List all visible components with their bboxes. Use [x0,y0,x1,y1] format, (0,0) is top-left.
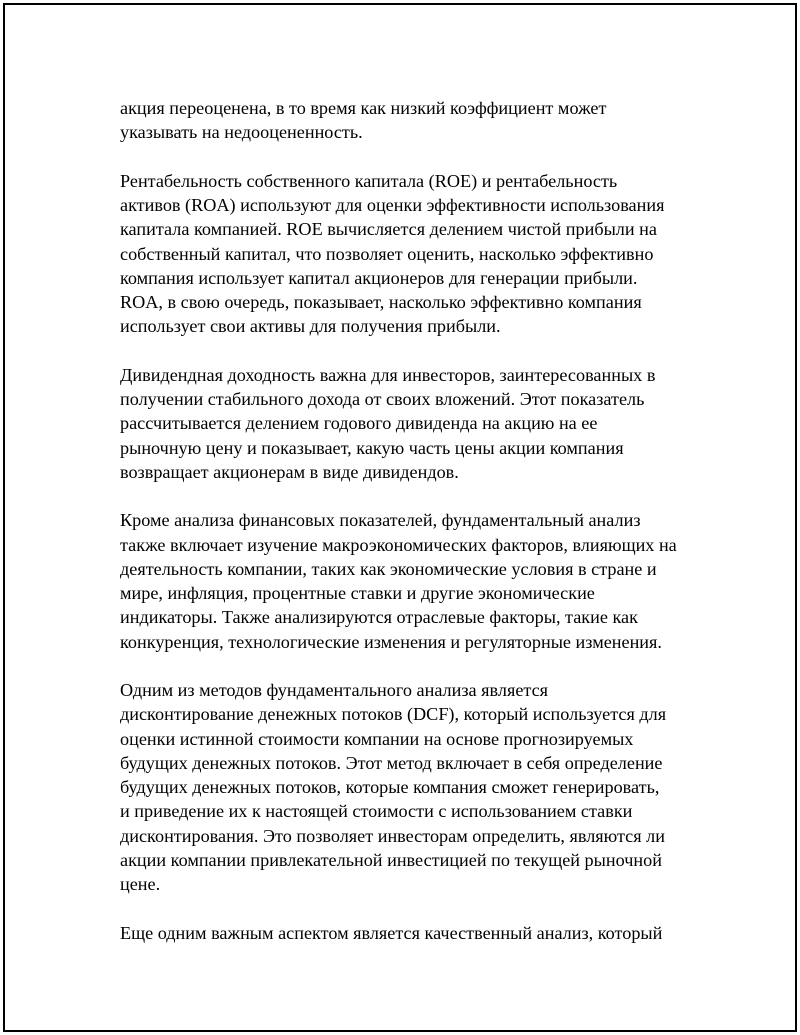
page-frame [3,3,797,1032]
text-line: Рентабельность собственного капитала (ROE) и рентабельность [120,170,618,191]
text-line: капитала компанией. ROE вычисляется делением чистой прибыли на [120,219,657,240]
text-line: цене. [120,874,161,894]
text-line: компания использует капитал акционеров для генерации прибыли. [120,267,638,288]
text-line: активов (ROA) используют для оценки эффективности использования [120,195,665,215]
text-line: деятельность компании, таких как экономические условия в стране и [120,558,657,579]
text-line: акция переоценена, в то время как низкий коэффициент может [120,98,607,118]
paragraph [120,96,700,145]
text-line: собственный капитал, что позволяет оценить, насколько эффективно [120,243,654,264]
text-line: Кроме анализа финансовых показателей, фундаментальный анализ [120,510,641,531]
text-line: будущих денежных потоков, которые компания сможет генерировать, [120,777,660,797]
text-line: также включает изучение макроэкономических факторов, влияющих на [120,534,677,555]
text-line: акции компании привлекательной инвестицией по текущей рыночной [120,849,662,870]
text-line: конкуренция, технологические изменения и регуляторные изменения. [120,631,662,652]
text-line: рыночную цену и показывает, какую часть цены акции компания [120,437,624,458]
text-line: возвращает акционерам в виде дивидендов. [120,461,459,482]
paragraph [120,169,700,339]
text-line: использует свои активы для получения прибыли. [120,316,501,337]
text-line: Дивидендная доходность важна для инвесторов, заинтересованных в [120,364,656,385]
text-line: получении стабильного дохода от своих вложений. Этот показатель [120,389,645,409]
text-line: мире, инфляция, процентные ставки и другие экономические [120,583,595,603]
paragraph [120,508,700,654]
paragraph [120,678,700,896]
text-line: Одним из методов фундаментального анализа является [120,680,549,700]
text-line: ROA, в свою очередь, показывает, насколько эффективно компания [120,292,642,312]
paragraph [120,921,700,945]
text-line: индикаторы. Также анализируются отраслевые факторы, такие как [120,607,638,628]
text-line: указывать на недооцененность. [120,122,363,143]
text-line: будущих денежных потоков. Этот метод включает в себя определение [120,752,663,773]
document-body [120,96,700,969]
text-line: Еще одним важным аспектом является качественный анализ, который [120,922,663,943]
text-line: оценки истинной стоимости компании на основе прогнозируемых [120,728,634,749]
paragraph [120,363,700,484]
text-line: дисконтирование денежных потоков (DCF), который используется для [120,704,667,725]
text-line: дисконтирования. Это позволяет инвесторам определить, являются ли [120,825,665,846]
text-line: рассчитывается делением годового дивиденда на акцию на ее [120,413,598,434]
text-line: и приведение их к настоящей стоимости с использованием ставки [120,801,633,822]
